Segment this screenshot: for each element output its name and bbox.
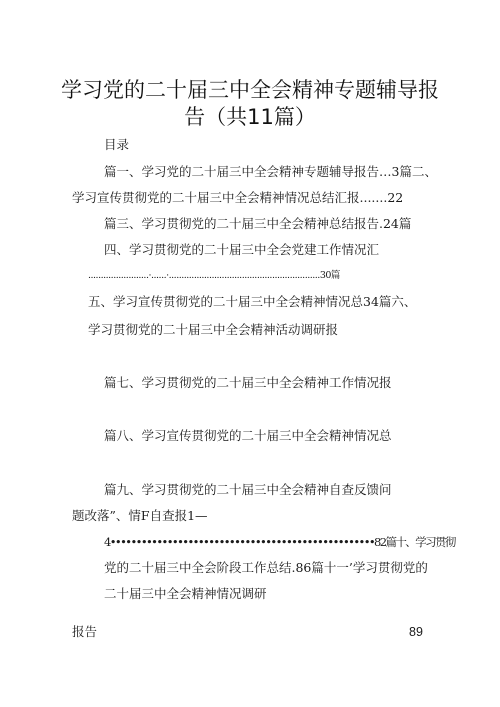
- toc-line-9: 篇八、学习宣传贯彻党的二十届三中全会精神情况总: [104, 428, 392, 443]
- toc-line-4: 四、学习贯彻党的二十届三中全会党建工作情况汇: [104, 242, 380, 257]
- toc-page-number: 89: [409, 625, 423, 639]
- toc-line-5-dot-leader: ........................·......·............................................................30篇: [88, 270, 340, 281]
- toc-line-3: 篇三、学习贯彻党的二十届三中全会精神总结报告.24篇: [104, 216, 412, 231]
- toc-line-2: 学习宣传贯彻党的二十届三中全会精神情况总结汇报.......22: [72, 190, 404, 205]
- toc-line-15: 报告: [72, 624, 98, 639]
- document-title-line-2: 告（共11篇）: [184, 105, 316, 129]
- toc-line-7: 学习贯彻党的二十届三中全会精神活动调研报: [88, 322, 339, 337]
- toc-line-12-dot-leader: 4•••••••••••••••••••••••••••••••••••••••••••••••••••82篇十、学习贯彻: [104, 535, 455, 549]
- toc-line-10: 篇九、学习贯彻党的二十届三中全会精神自查反馈问: [104, 482, 392, 497]
- toc-line-6: 五、学习宣传贯彻党的二十届三中全会精神情况总34篇六、: [88, 294, 417, 309]
- toc-line-13: 党的二十届三中全会阶段工作总结.86篇十一’学习贯彻党的: [104, 560, 428, 575]
- toc-line-14: 二十届三中全会精神情况调研: [104, 586, 267, 601]
- document-title-line-1: 学习党的二十届三中全会精神专题辅导报: [61, 78, 439, 102]
- toc-heading: 目录: [104, 137, 130, 152]
- toc-line-8: 篇七、学习贯彻党的二十届三中全会精神工作情况报: [104, 375, 392, 390]
- toc-line-1: 篇一、学习党的二十届三中全会精神专题辅导报告…3篇二、: [104, 164, 437, 179]
- toc-line-11: 题改落”、情F自查报1—: [72, 508, 208, 523]
